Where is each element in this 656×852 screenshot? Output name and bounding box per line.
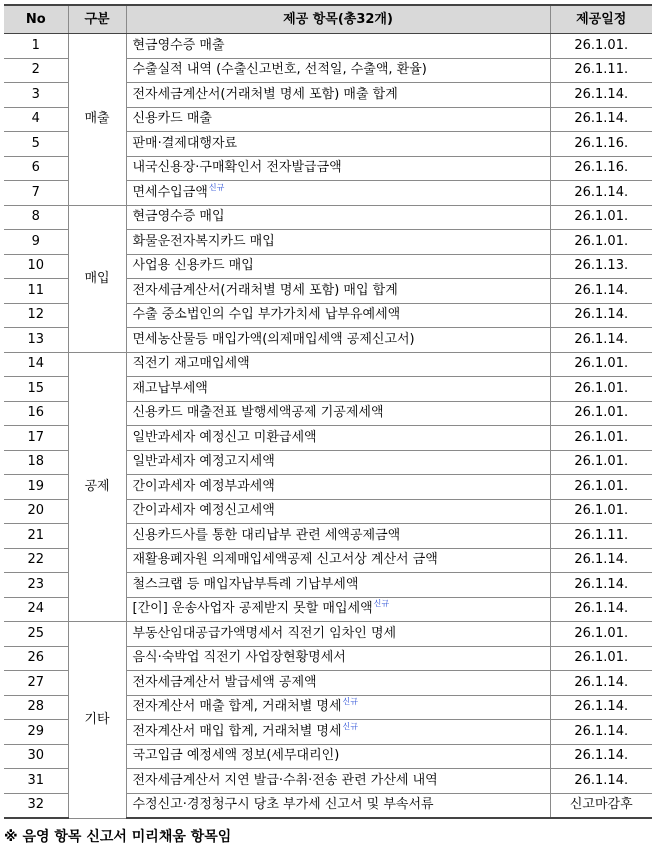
row-number: 9 [4, 230, 68, 255]
category-cell: 매출 [68, 34, 126, 206]
row-number: 22 [4, 548, 68, 573]
item-cell [126, 499, 550, 524]
new-badge: 신규 [208, 182, 225, 192]
date-cell: 26.1.13. [550, 254, 652, 279]
item-text: 국고입금 예정세액 정보(세무대리인) [132, 748, 340, 764]
item-text: 재고납부세액 [132, 380, 208, 396]
item-cell [126, 548, 550, 573]
row-number: 20 [4, 499, 68, 524]
date-cell: 26.1.14. [550, 181, 652, 206]
date-cell: 26.1.14. [550, 83, 652, 108]
item-cell [126, 107, 550, 132]
header-item: 제공 항목(총32개) [126, 5, 550, 34]
row-number: 27 [4, 671, 68, 696]
row-number: 7 [4, 181, 68, 206]
row-number: 15 [4, 377, 68, 402]
item-cell [126, 34, 550, 59]
item-text: 면세농산물등 매입가액(의제매입세액 공제신고서) [132, 331, 415, 347]
item-cell [126, 524, 550, 549]
item-text: 수출 중소법인의 수입 부가가치세 납부유예세액 [132, 307, 401, 323]
item-text: 신용카드 매출전표 발행세액공제 기공제세액 [132, 405, 384, 421]
item-cell [126, 450, 550, 475]
row-number: 19 [4, 475, 68, 500]
date-cell: 26.1.14. [550, 671, 652, 696]
item-cell [126, 401, 550, 426]
item-cell [126, 181, 550, 206]
item-cell [126, 695, 550, 720]
item-cell [126, 254, 550, 279]
item-text: 신용카드사를 통한 대리납부 관련 세액공제금액 [132, 527, 401, 543]
table-row [4, 205, 652, 230]
row-number: 1 [4, 34, 68, 59]
date-cell: 26.1.11. [550, 58, 652, 83]
table-row [4, 622, 652, 647]
row-number: 13 [4, 328, 68, 353]
header-date: 제공일정 [550, 5, 652, 34]
item-text: 일반과세자 예정신고 미환급세액 [132, 429, 317, 445]
item-text: 부동산임대공급가액명세서 직전기 임차인 명세 [132, 625, 397, 641]
row-number: 31 [4, 769, 68, 794]
row-number: 26 [4, 646, 68, 671]
row-number: 14 [4, 352, 68, 377]
row-number: 5 [4, 132, 68, 157]
header-category: 구분 [68, 5, 126, 34]
item-text: 간이과세자 예정신고세액 [132, 503, 275, 519]
item-cell [126, 205, 550, 230]
item-cell [126, 720, 550, 745]
item-cell [126, 328, 550, 353]
row-number: 4 [4, 107, 68, 132]
item-text: 전자세금계산서(거래처별 명세 포함) 매입 합계 [132, 282, 398, 298]
row-number: 8 [4, 205, 68, 230]
item-cell [126, 303, 550, 328]
date-cell: 26.1.01. [550, 34, 652, 59]
schedule-table [4, 4, 652, 819]
date-cell: 26.1.01. [550, 426, 652, 451]
date-cell: 26.1.14. [550, 279, 652, 304]
date-cell: 26.1.14. [550, 720, 652, 745]
item-cell [126, 83, 550, 108]
date-cell: 26.1.01. [550, 646, 652, 671]
item-text: 전자계산서 매입 합계, 거래처별 명세 [132, 723, 342, 739]
item-text: 판매·결제대행자료 [132, 135, 238, 151]
row-number: 25 [4, 622, 68, 647]
date-cell: 26.1.14. [550, 573, 652, 598]
category-cell: 공제 [68, 352, 126, 622]
date-cell: 신고마감후 [550, 793, 652, 818]
item-cell [126, 58, 550, 83]
date-cell: 26.1.11. [550, 524, 652, 549]
row-number: 16 [4, 401, 68, 426]
item-cell [126, 377, 550, 402]
date-cell: 26.1.01. [550, 499, 652, 524]
item-cell [126, 132, 550, 157]
item-cell [126, 622, 550, 647]
row-number: 28 [4, 695, 68, 720]
new-badge: 신규 [342, 721, 359, 731]
item-text: 신용카드 매출 [132, 111, 212, 127]
item-text: 면세수입금액 [132, 184, 208, 200]
item-text: 현금영수증 매출 [132, 37, 225, 53]
date-cell: 26.1.01. [550, 377, 652, 402]
row-number: 18 [4, 450, 68, 475]
item-text: 전자계산서 매출 합계, 거래처별 명세 [132, 699, 342, 715]
item-cell [126, 475, 550, 500]
date-cell: 26.1.14. [550, 107, 652, 132]
item-text: 직전기 재고매입세액 [132, 356, 250, 372]
footnote: ※ 음영 항목 신고서 미리채움 항목임 [4, 829, 232, 845]
row-number: 32 [4, 793, 68, 818]
item-cell [126, 279, 550, 304]
item-text: 간이과세자 예정부과세액 [132, 478, 275, 494]
table-row [4, 34, 652, 59]
item-cell [126, 793, 550, 818]
date-cell: 26.1.01. [550, 205, 652, 230]
item-text: 현금영수증 매입 [132, 209, 225, 225]
date-cell: 26.1.01. [550, 622, 652, 647]
row-number: 2 [4, 58, 68, 83]
category-cell: 매입 [68, 205, 126, 352]
date-cell: 26.1.16. [550, 132, 652, 157]
new-badge: 신규 [373, 599, 390, 609]
item-cell [126, 573, 550, 598]
date-cell: 26.1.01. [550, 352, 652, 377]
category-cell: 기타 [68, 622, 126, 819]
header-no: No [4, 5, 68, 34]
row-number: 30 [4, 744, 68, 769]
item-cell [126, 769, 550, 794]
date-cell: 26.1.01. [550, 401, 652, 426]
row-number: 23 [4, 573, 68, 598]
item-text: 전자세금계산서(거래처별 명세 포함) 매출 합계 [132, 86, 398, 102]
new-badge: 신규 [342, 697, 359, 707]
item-cell [126, 597, 550, 622]
item-cell [126, 230, 550, 255]
row-number: 12 [4, 303, 68, 328]
item-cell [126, 744, 550, 769]
date-cell: 26.1.14. [550, 769, 652, 794]
item-cell [126, 426, 550, 451]
row-number: 17 [4, 426, 68, 451]
item-cell [126, 646, 550, 671]
row-number: 6 [4, 156, 68, 181]
item-text: 수출실적 내역 (수출신고번호, 선적일, 수출액, 환율) [132, 62, 427, 78]
row-number: 3 [4, 83, 68, 108]
date-cell: 26.1.01. [550, 450, 652, 475]
item-text: 사업용 신용카드 매입 [132, 258, 254, 274]
date-cell: 26.1.14. [550, 548, 652, 573]
item-cell [126, 671, 550, 696]
date-cell: 26.1.01. [550, 230, 652, 255]
item-text: [간이] 운송사업자 공제받지 못할 매입세액 [132, 601, 373, 617]
item-cell [126, 352, 550, 377]
item-text: 전자세금계산서 지연 발급·수취·전송 관련 가산세 내역 [132, 772, 438, 788]
date-cell: 26.1.14. [550, 303, 652, 328]
item-text: 재활용폐자원 의제매입세액공제 신고서상 계산서 금액 [132, 552, 438, 568]
row-number: 29 [4, 720, 68, 745]
date-cell: 26.1.14. [550, 744, 652, 769]
item-text: 일반과세자 예정고지세액 [132, 454, 275, 470]
date-cell: 26.1.14. [550, 328, 652, 353]
date-cell: 26.1.14. [550, 597, 652, 622]
item-text: 수정신고·경정청구시 당초 부가세 신고서 및 부속서류 [132, 797, 434, 813]
item-text: 내국신용장·구매확인서 전자발급금액 [132, 160, 342, 176]
row-number: 11 [4, 279, 68, 304]
date-cell: 26.1.14. [550, 695, 652, 720]
item-text: 철스크랩 등 매입자납부특례 기납부세액 [132, 576, 359, 592]
item-cell [126, 156, 550, 181]
table-header-row [4, 5, 652, 34]
item-text: 화물운전자복지카드 매입 [132, 233, 275, 249]
row-number: 24 [4, 597, 68, 622]
date-cell: 26.1.16. [550, 156, 652, 181]
table-row [4, 352, 652, 377]
row-number: 10 [4, 254, 68, 279]
row-number: 21 [4, 524, 68, 549]
item-text: 전자세금계산서 발급세액 공제액 [132, 674, 317, 690]
date-cell: 26.1.01. [550, 475, 652, 500]
schedule-table-container [4, 4, 652, 819]
item-text: 음식·숙박업 직전기 사업장현황명세서 [132, 650, 346, 666]
table-body [4, 34, 652, 819]
